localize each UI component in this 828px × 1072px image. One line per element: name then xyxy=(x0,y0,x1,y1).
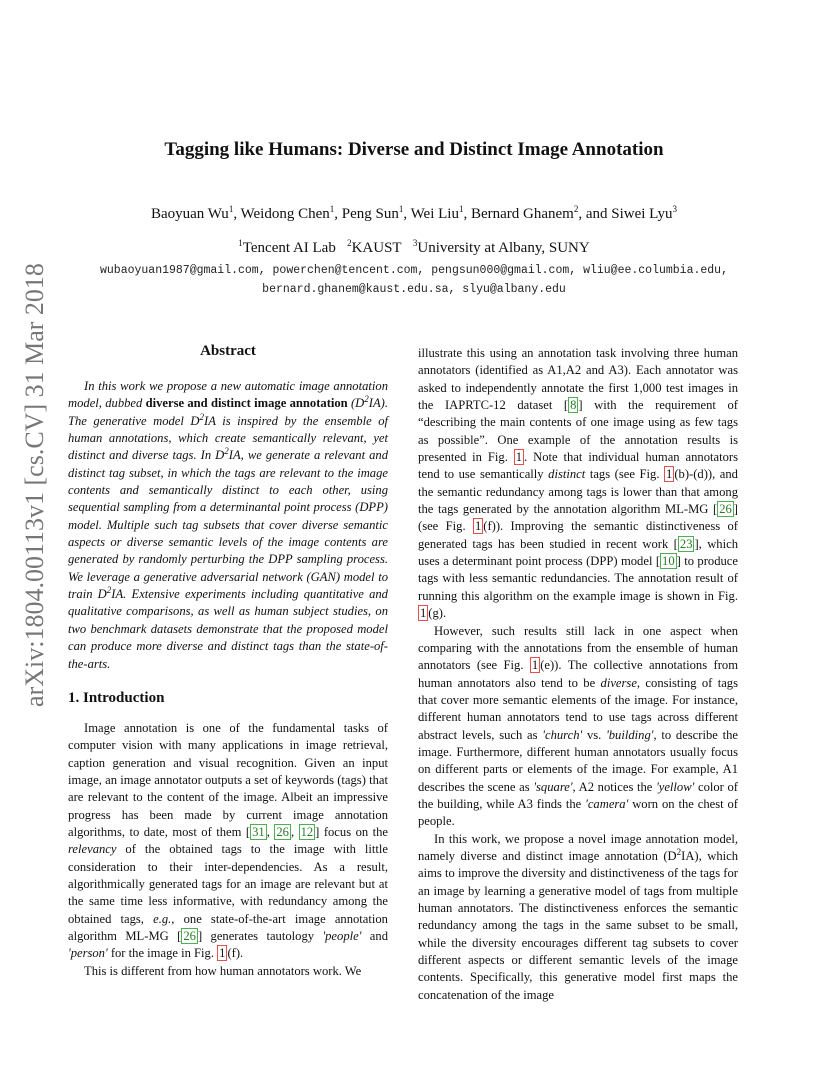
intro-paragraph: This is different from how human annotators work. We xyxy=(84,963,362,978)
intro-paragraph: Image annotation is one of the fundamental tasks of computer vision with many applications in image retrieval, caption generation and visual recognition. Given an input image, an image annotator outputs a set of keywords (tags) that are relevant to the content of the image. Albeit an impressive progress has been made by current image annotation algorithms, to date, most of them [ 31 , 26 , 12 ] focus on the relevancy of the obtained tags to the image with little consideration to their inter-dependencies. As a result, algorithmically generated tags for an image are relevant but at the same time less informative, with redundancy among the obtained tags, e.g., one state-of-the-art image annotation algorithm ML-MG [ 26 ] generates tautology 'people' and 'person' for the image in Fig. 1 (f). xyxy=(68,721,389,961)
author: Bernard Ghanem$^2$, and xyxy=(470,204,612,222)
affiliation: $^2$KAUST xyxy=(347,238,402,256)
figure-link[interactable]: 1 xyxy=(515,450,523,465)
abstract-paragraph: In this work we propose a new automatic image annotation model, dubbed diverse and distinct image annotation $(D^2IA)$. The generative model $D^2IA$ is inspired by the ensemble of human annotations, which create semantically relevant, yet distinct and diverse tags. In $D^2IA$, we generate a relevant and distinct tag subset, in which the tags are relevant to the image contents and semantically distinct to each other, using sequential sampling from a determinantal point process (DPP) model. Multiple such tag subsets that cover diverse semantic aspects or diverse semantic levels of the image contents are generated by randomly perturbing the DPP sampling process. We leverage a generative adversarial network (GAN) model to train $D^2IA$. Extensive experiments including quantitative and qualitative comparisons, as well as human subject studies, on two benchmark datasets demonstrate that the proposed model can produce more diverse and distinct tags than the state-of-the-arts. xyxy=(68,379,389,671)
body-paragraph: illustrate this using an annotation task involving three human annotators (identified as A1,A2 and A3). Each annotator was asked to independently annotate the first 1,000 test images in the IAPRTC-12 dataset [ 8 ] with the requirement of “describing the main contents of one image using as few tags as possible”. One example of the annotation results is presented in Fig. 1 . Note that individual human annotators tend to use semantically distinct tags (see Fig. 1 (b)-(d)), and the semantic redundancy among tags is lower than that among the tags generated by the annotation algorithm ML-MG [ 26 ] (see Fig. 1 (f)). Improving the semantic distinctiveness of generated tags has been studied in recent work [ 23 ], which uses a determinant point process (DPP) model [ 10 ] to produce tags with less semantic redundancies. The annotation result of running this algorithm on the example image is shown in Fig. 1 (g). xyxy=(418,346,738,621)
affiliation: $^1$Tencent AI Lab xyxy=(238,238,336,256)
author: Baoyuan Wu$^1$, xyxy=(150,204,241,222)
citation-link[interactable]: 31 xyxy=(252,825,265,840)
abstract-body xyxy=(68,378,388,673)
citation-link[interactable]: 23 xyxy=(679,536,693,551)
citation-link[interactable]: 26 xyxy=(183,929,196,944)
author: Peng Sun$^1$, xyxy=(341,204,411,222)
body-paragraph: However, such results still lack in one aspect when comparing with the annotations from the ensemble of human annotators (see Fig. 1 (e)). The collective annotations from human annotators also tend to be diverse, consisting of tags that cover more semantic elements of the image. For instance, different human annotators tend to use tags across different abstract levels, such as 'church' vs. 'building', to describe the image. Furthermore, different human annotators usually focus on different parts or elements of the image. For example, A1 describes the scene as 'square', A2 notices the 'yellow' color of the building, while A3 finds the 'camera' worn on the chest of people. xyxy=(418,623,739,829)
paper-title: Tagging like Humans: Diverse and Distinct Image Annotation xyxy=(164,139,664,160)
citation-link[interactable]: 26 xyxy=(719,502,732,517)
citation-link[interactable]: 26 xyxy=(276,825,289,840)
arxiv-sidebar-stamp xyxy=(14,263,56,707)
figure-link[interactable]: 1 xyxy=(474,519,482,534)
citation-link[interactable]: 10 xyxy=(662,554,675,569)
arxiv-id: arXiv:1804.00113v1 [cs.CV] 31 Mar 2018 xyxy=(20,263,49,707)
figure-link[interactable]: 1 xyxy=(531,658,539,673)
body-paragraph: In this work, we propose a novel image annotation model, namely diverse and distinct image annotation $(D^2IA)$, which aims to improve the diversity and distinctiveness of the tags for an image by learning a generative model of tags from multiple human annotators. The distinctiveness enforces the semantic redundancy among the tags in the same subset to be small, while the diversity encourages different tag subsets to cover different aspects or different semantic levels of the image contents. Specifically, this generative model first maps the concatenation of the image xyxy=(418,831,739,1002)
email-line-1: wubaoyuan1987@gmail.com, powerchen@tencent.com, pengsun000@gmail.com, wliu@ee.columbia.edu, xyxy=(99,264,728,277)
figure-link[interactable]: 1 xyxy=(219,946,226,961)
author-list xyxy=(0,206,828,223)
author: Weidong Chen$^1$, xyxy=(240,204,342,222)
right-column-body xyxy=(418,345,738,1004)
author: Siwei Lyu$^3$ xyxy=(611,204,678,222)
citation-link[interactable]: 12 xyxy=(300,825,314,840)
figure-link[interactable]: 1 xyxy=(420,606,427,621)
introduction-body xyxy=(68,720,388,980)
citation-link[interactable]: 8 xyxy=(570,398,577,413)
figure-link[interactable]: 1 xyxy=(666,467,673,482)
affiliation: $^3$University at Albany, SUNY xyxy=(412,238,590,256)
abstract-heading: Abstract xyxy=(200,343,256,359)
section-heading-introduction: 1. Introduction xyxy=(68,690,165,706)
email-line-2: bernard.ghanem@kaust.edu.sa, slyu@albany.edu xyxy=(262,283,566,296)
affiliation-list xyxy=(0,240,828,257)
author: Wei Liu$^1$, xyxy=(410,204,471,222)
